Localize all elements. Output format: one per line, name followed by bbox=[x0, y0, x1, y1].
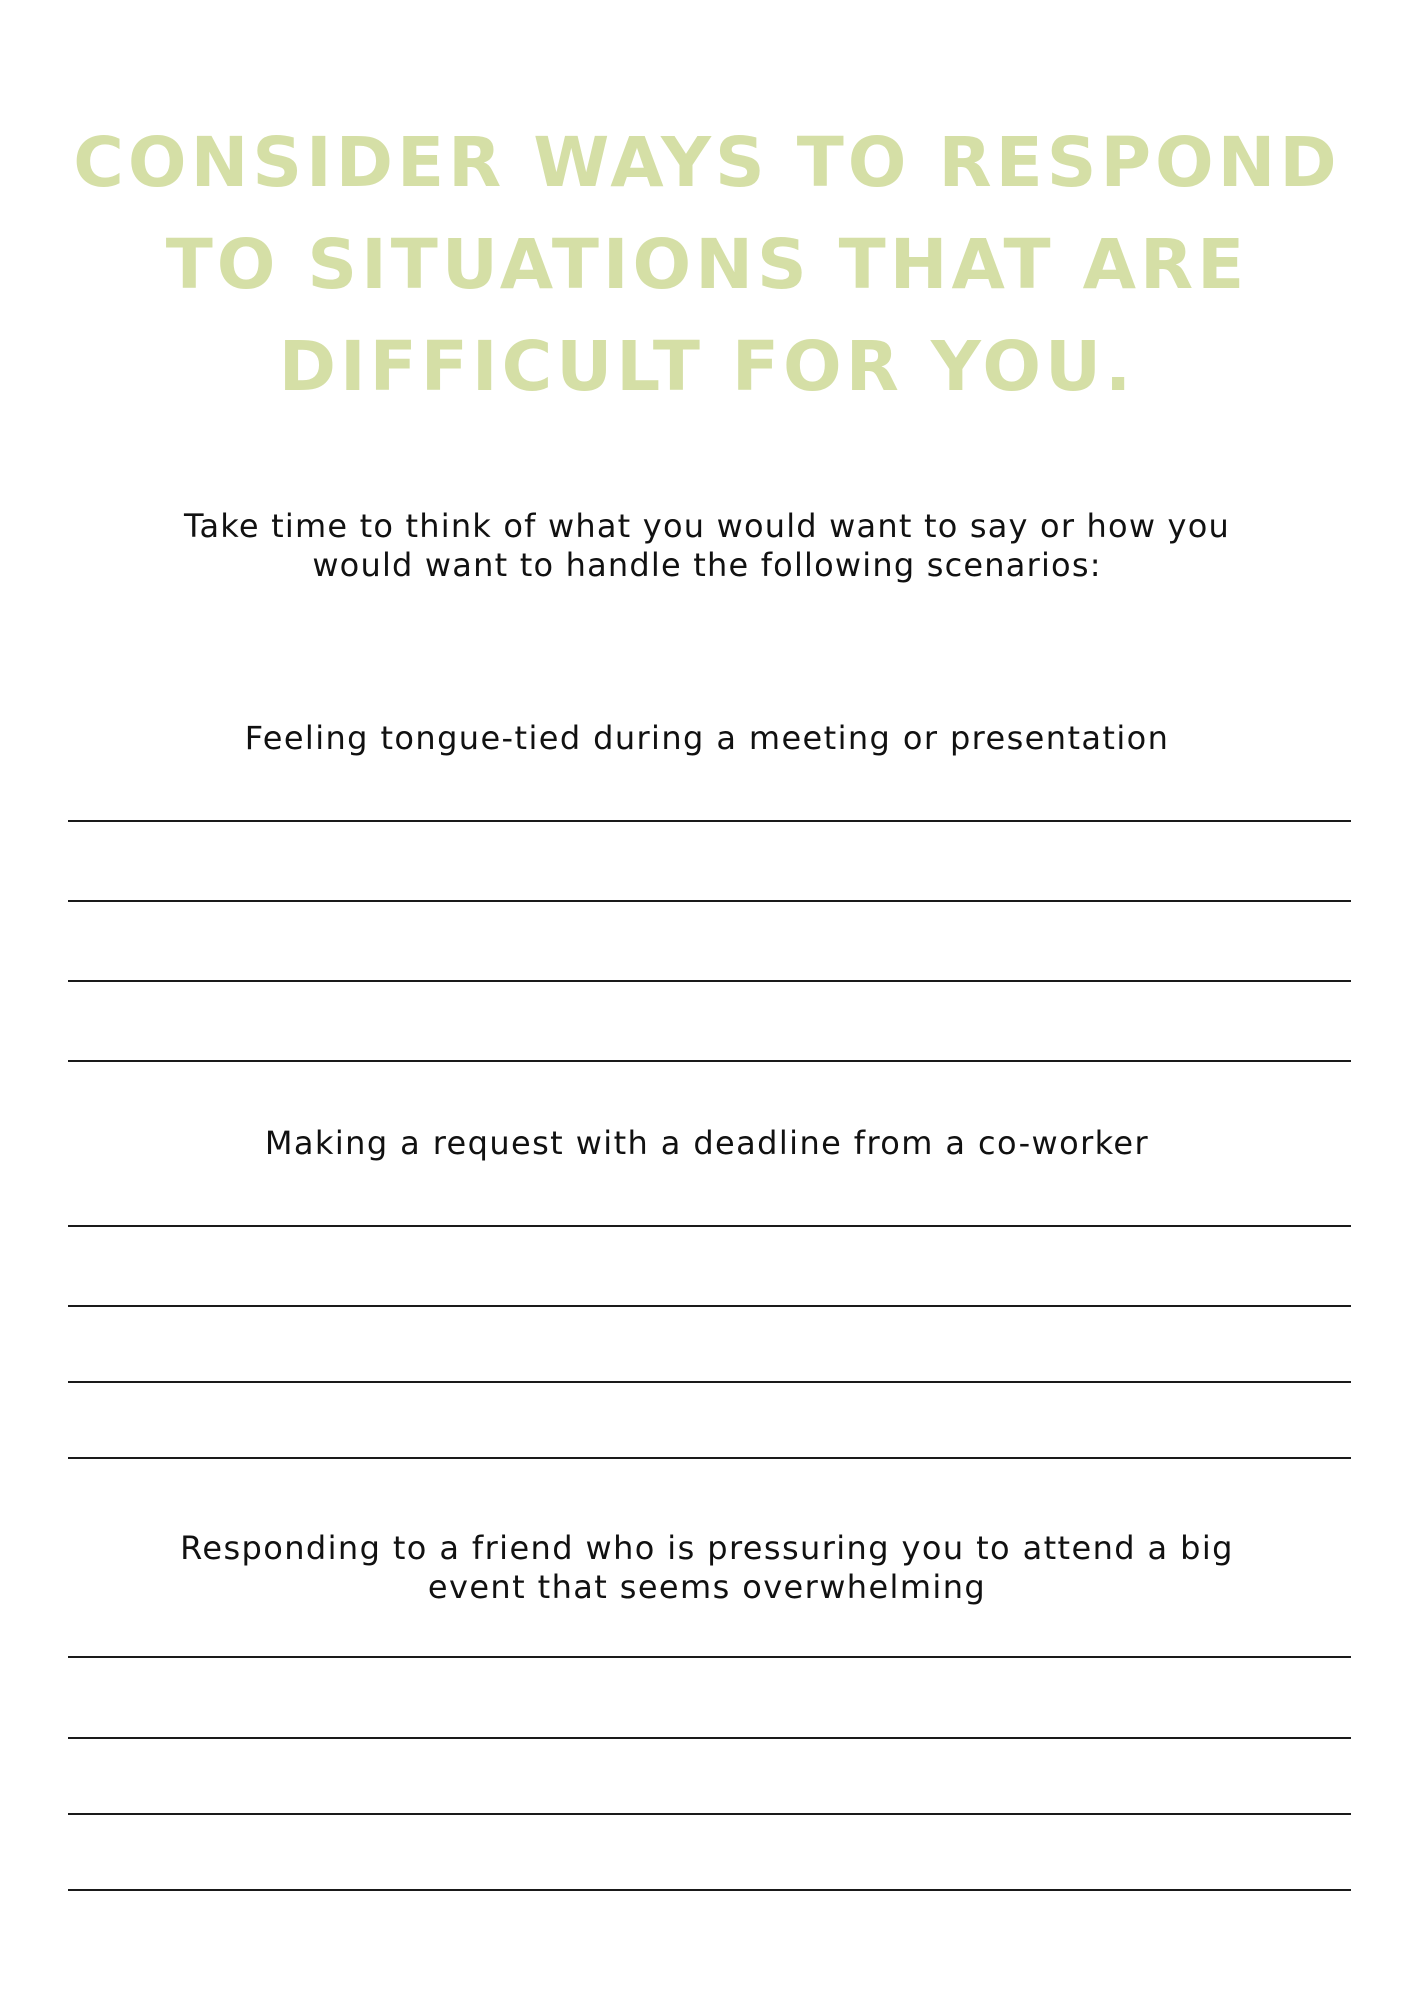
intro-line: Take time to think of what you would want to say or how you bbox=[184, 507, 1230, 545]
worksheet-title bbox=[0, 112, 1414, 418]
answer-line[interactable] bbox=[68, 1457, 1351, 1459]
answer-line[interactable] bbox=[68, 1305, 1351, 1307]
title-line: CONSIDER WAYS TO RESPOND bbox=[73, 123, 1341, 203]
answer-line[interactable] bbox=[68, 1656, 1351, 1658]
answer-line[interactable] bbox=[68, 1889, 1351, 1891]
answer-line[interactable] bbox=[68, 820, 1351, 822]
intro-line: would want to handle the following scenarios: bbox=[312, 546, 1102, 584]
answer-line[interactable] bbox=[68, 900, 1351, 902]
scenario-prompt-line: Responding to a friend who is pressuring you to attend a big bbox=[180, 1529, 1234, 1567]
scenario-prompt-3 bbox=[0, 1529, 1414, 1607]
scenario-prompt-2 bbox=[0, 1124, 1414, 1163]
answer-line[interactable] bbox=[68, 980, 1351, 982]
scenario-prompt-line: event that seems overwhelming bbox=[427, 1568, 987, 1606]
answer-line[interactable] bbox=[68, 1381, 1351, 1383]
intro-instructions bbox=[0, 507, 1414, 585]
answer-line[interactable] bbox=[68, 1060, 1351, 1062]
scenario-prompt-line: Feeling tongue-tied during a meeting or presentation bbox=[244, 719, 1170, 757]
answer-line[interactable] bbox=[68, 1737, 1351, 1739]
title-line: TO SITUATIONS THAT ARE bbox=[165, 225, 1249, 305]
scenario-prompt-line: Making a request with a deadline from a co-worker bbox=[264, 1124, 1150, 1162]
title-line: DIFFICULT FOR YOU. bbox=[278, 327, 1136, 407]
answer-line[interactable] bbox=[68, 1813, 1351, 1815]
answer-line[interactable] bbox=[68, 1225, 1351, 1227]
scenario-prompt-1 bbox=[0, 719, 1414, 758]
